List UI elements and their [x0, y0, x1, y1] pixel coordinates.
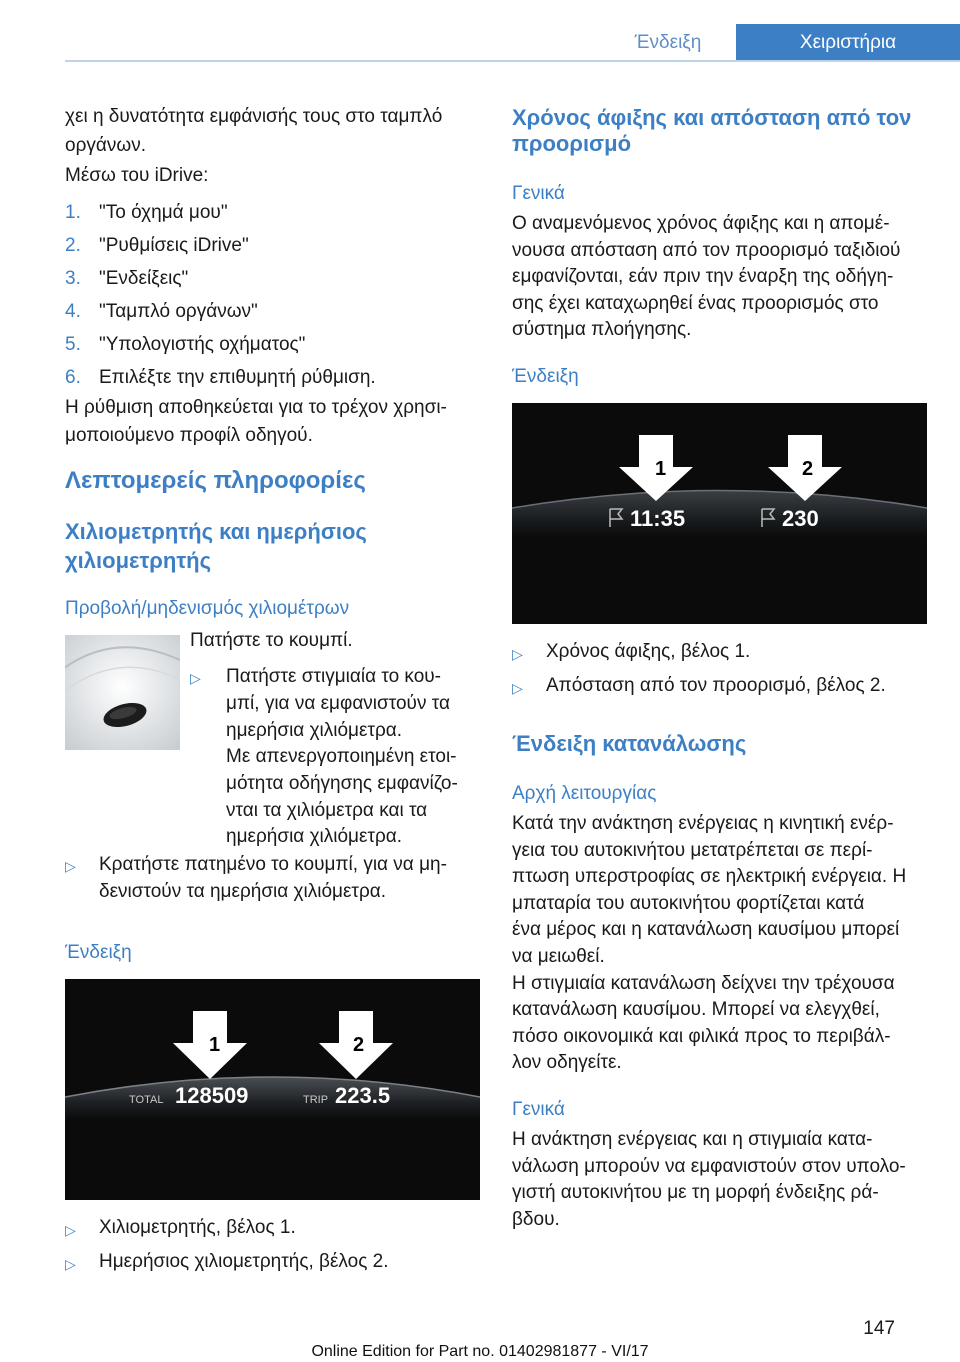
heading-display-left: Ένδειξη — [65, 942, 132, 963]
caption-arrival-time: Χρόνος άφιξης, βέλος 1. — [546, 641, 751, 662]
list-item — [65, 198, 485, 231]
bullet1b-line-1: Με απενεργοποιημένη ετοι- — [226, 746, 457, 767]
step-text: "Ταμπλό οργάνων" — [99, 301, 258, 322]
principle-line-6: να μειωθεί. — [512, 946, 605, 967]
general2-line-1: Η ανάκτηση ενέργειας και η στιγμιαία κατα- — [512, 1129, 873, 1150]
arrival-display-graphic — [512, 403, 927, 624]
heading-odometer-2: χιλιομετρητής — [65, 548, 212, 573]
bullet-triangle-icon: ▷ — [512, 646, 523, 662]
instant-line-1: Η στιγμιαία κατανάλωση δείχνει την τρέχουσα — [512, 973, 895, 994]
arrow-1-label: 1 — [209, 1034, 221, 1056]
heading-general-2: Γενικά — [512, 1099, 565, 1120]
header-tab-display: Ένδειξη — [634, 32, 702, 53]
step-text: "Ενδείξεις" — [99, 268, 189, 289]
principle-line-3: πτωση υπερστροφίας σε ηλεκτρική ενέργεια. Η — [512, 866, 907, 887]
heading-odometer-1: Χιλιομετρητής και ημερήσιος — [65, 519, 367, 544]
heading-details: Λεπτομερείς πληροφορίες — [65, 467, 366, 494]
arrow-2-label: 2 — [802, 458, 814, 480]
total-value: 128509 — [175, 1083, 249, 1108]
bullet1-line-3: ημερήσια χιλιόμετρα. — [226, 720, 403, 741]
step-number: 2. — [65, 235, 81, 256]
general-line-1: Ο αναμενόμενος χρόνος άφιξης και η απομέ- — [512, 213, 890, 234]
total-label: TOTAL — [129, 1094, 164, 1106]
caption-trip: Ημερήσιος χιλιομετρητής, βέλος 2. — [99, 1251, 389, 1272]
bullet1b-line-4: ημερήσια χιλιόμετρα. — [226, 826, 403, 847]
heading-view-reset: Προβολή/μηδενισμός χιλιομέτρων — [65, 598, 350, 619]
via-idrive: Μέσω του iDrive: — [65, 165, 209, 186]
header-tab-controls: Χειριστήρια — [736, 24, 960, 62]
arrow-1-label: 1 — [655, 458, 667, 480]
principle-line-1: Κατά την ανάκτηση ενέργειας η κινητική ενέρ- — [512, 813, 894, 834]
footer-edition: Online Edition for Part no. 01402981877 - VI/17 — [311, 1343, 649, 1360]
principle-line-5: ένα μέρος και η κατανάλωση καυσίμου μπορεί — [512, 919, 900, 940]
step-text: "Το όχημά μου" — [99, 202, 228, 223]
list-item — [65, 363, 485, 396]
arrow-2-label: 2 — [353, 1034, 365, 1056]
general2-line-4: βδου. — [512, 1209, 560, 1230]
general-line-2: νουσα απόσταση από τον προορισμό ταξιδιού — [512, 240, 901, 261]
bullet-triangle-icon: ▷ — [65, 858, 76, 874]
general-line-5: σύστημα πλοήγησης. — [512, 319, 692, 340]
step-number: 4. — [65, 301, 81, 322]
arrival-display-image — [512, 403, 927, 624]
heading-general: Γενικά — [512, 183, 565, 204]
bullet2-line-1: Κρατήστε πατημένο το κουμπί, για να μη- — [99, 854, 447, 875]
bullet1-line-2: μπί, για να εμφανιστούν τα — [226, 693, 450, 714]
instant-line-2: κατανάλωση καυσίμου. Μπορεί να ελεγχθεί, — [512, 999, 880, 1020]
arrival-time-value: 11:35 — [630, 506, 686, 531]
list-item — [65, 330, 485, 363]
trip-value: 223.5 — [335, 1083, 391, 1108]
step-number: 1. — [65, 202, 81, 223]
list-item — [65, 297, 485, 330]
step-number: 6. — [65, 367, 81, 388]
intro-line-1: χει η δυνατότητα εμφάνισής τους στο ταμπλό — [65, 106, 443, 127]
list-item — [65, 231, 485, 264]
step-text: "Ρυθμίσεις iDrive" — [99, 235, 249, 256]
saved-line-2: μοποιούμενο προφίλ οδηγού. — [65, 425, 313, 446]
intro-line-2: οργάνων. — [65, 135, 146, 156]
bullet-triangle-icon: ▷ — [190, 670, 201, 686]
caption-odometer: Χιλιομετρητής, βέλος 1. — [99, 1217, 296, 1238]
caption-distance: Απόσταση από τον προορισμό, βέλος 2. — [546, 675, 886, 696]
step-text: "Υπολογιστής οχήματος" — [99, 334, 306, 355]
principle-line-2: γεια του αυτοκινήτου μετατρέπεται σε περί- — [512, 840, 873, 861]
heading-arrival-2: προορισμό — [512, 131, 632, 156]
header-rule — [65, 60, 960, 62]
distance-value: 230 — [782, 506, 819, 531]
trip-label: TRIP — [303, 1094, 329, 1106]
bullet1b-line-3: νται τα χιλιόμετρα και τα — [226, 800, 428, 821]
odometer-display-graphic — [65, 979, 480, 1200]
bullet1-line-1: Πατήστε στιγμιαία το κου- — [226, 666, 441, 687]
list-item — [65, 264, 485, 297]
general-line-4: σης έχει καταχωρηθεί ένας προορισμός στο — [512, 293, 879, 314]
step-number: 5. — [65, 334, 81, 355]
bullet1b-line-2: μότητα οδήγησης εμφανίζο- — [226, 773, 458, 794]
general2-line-2: νάλωση μπορούν να εμφανιστούν στον υπολο- — [512, 1156, 906, 1177]
step-text: Επιλέξτε την επιθυμητή ρύθμιση. — [99, 367, 376, 388]
bullet-triangle-icon: ▷ — [512, 680, 523, 696]
press-button: Πατήστε το κουμπί. — [190, 630, 353, 651]
bullet-triangle-icon: ▷ — [65, 1256, 76, 1272]
principle-line-4: μπαταρία του αυτοκινήτου φορτίζεται κατά — [512, 893, 865, 914]
heading-principle: Αρχή λειτουργίας — [512, 783, 657, 804]
bullet-triangle-icon: ▷ — [65, 1222, 76, 1238]
instant-line-4: λον οδηγείτε. — [512, 1052, 622, 1073]
page-number: 147 — [863, 1318, 895, 1339]
bullet2-line-2: δενιστούν τα ημερήσια χιλιόμετρα. — [99, 881, 387, 902]
general2-line-3: γιστή αυτοκινήτου με τη μορφή ένδειξης ρά- — [512, 1182, 879, 1203]
saved-line-1: Η ρύθμιση αποθηκεύεται για το τρέχον χρησι- — [65, 397, 447, 418]
step-number: 3. — [65, 268, 81, 289]
odometer-display-image — [65, 979, 480, 1200]
steps-list — [65, 198, 485, 396]
heading-consumption: Ένδειξη κατανάλωσης — [512, 731, 747, 756]
heading-arrival-1: Χρόνος άφιξης και απόσταση από τον — [512, 105, 912, 130]
instant-line-3: πόσο οικονομικά και φιλικά προς το περιβάλ- — [512, 1026, 891, 1047]
heading-display-right: Ένδειξη — [512, 366, 579, 387]
general-line-3: εμφανίζονται, εάν πριν την έναρξη της οδήγη- — [512, 266, 894, 287]
odometer-button-image — [65, 635, 180, 750]
